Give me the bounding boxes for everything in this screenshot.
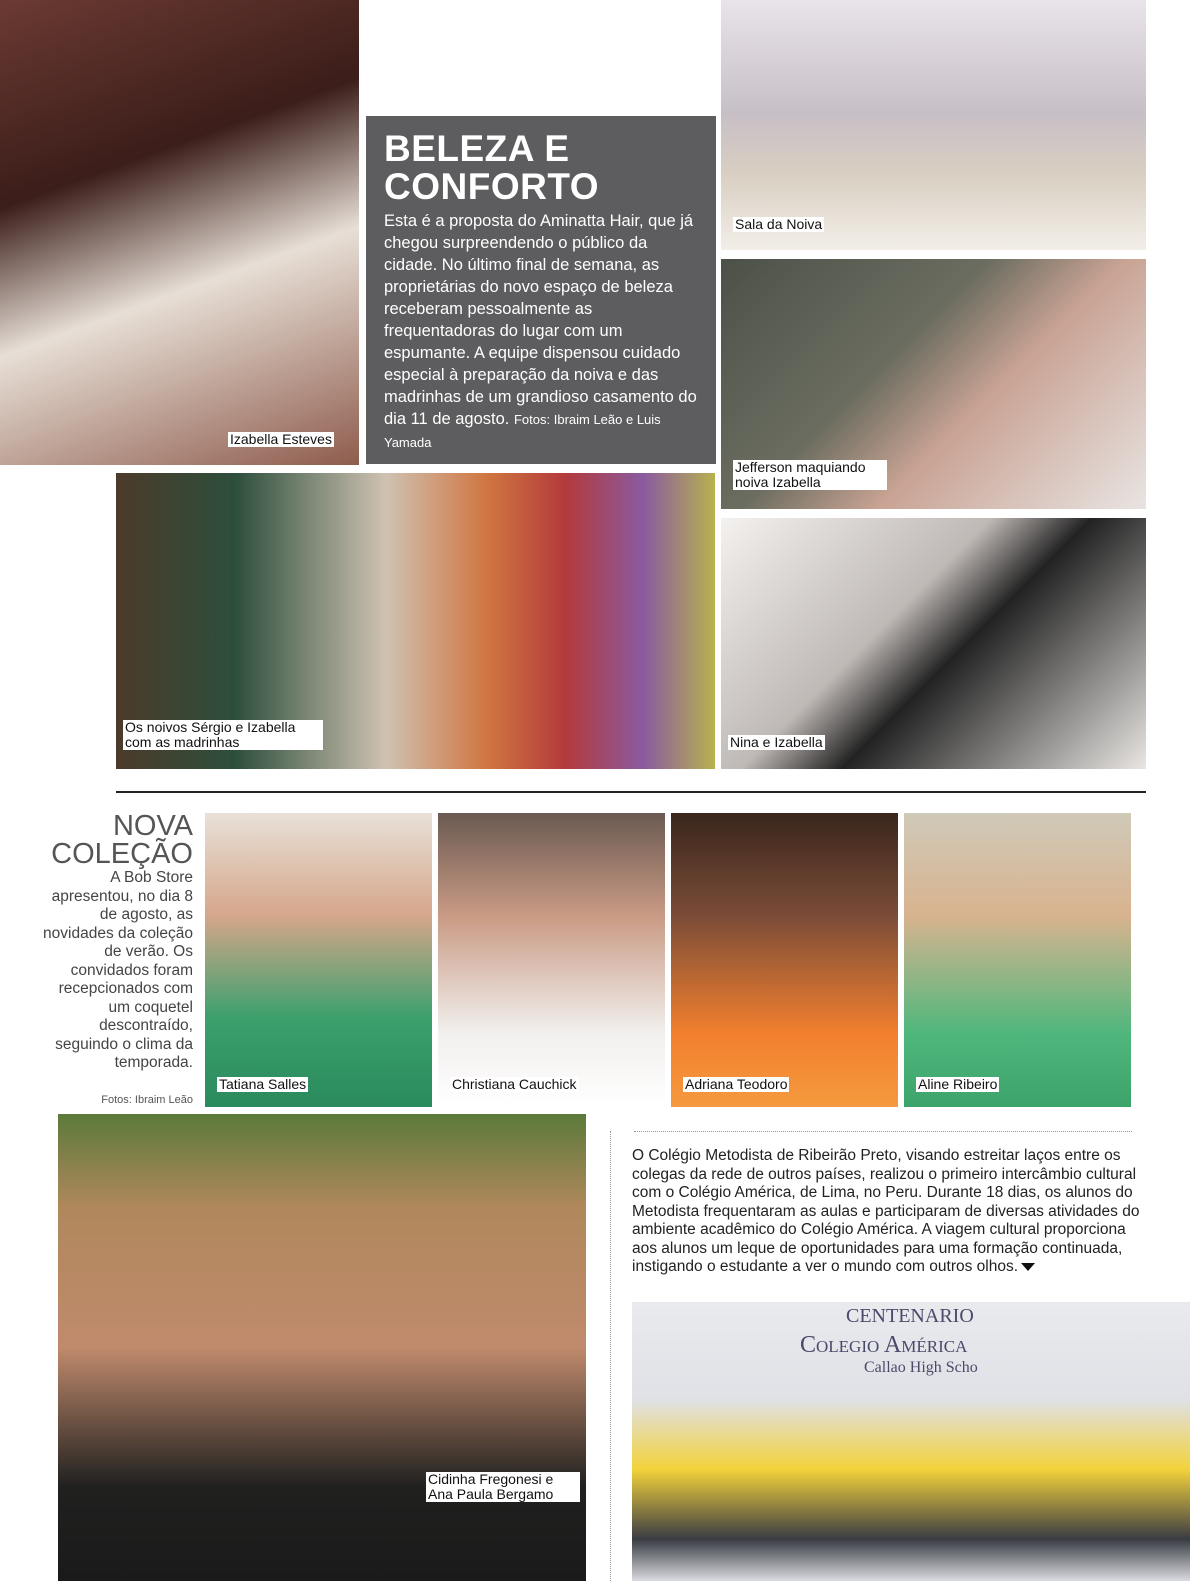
beleza-text <box>384 210 698 454</box>
caption-bride: Izabella Esteves <box>230 431 332 447</box>
caption-group: Os noivos Sérgio e Izabella com as madrinhas <box>123 720 323 750</box>
beleza-body: Esta é a proposta do Aminatta Hair, que já chegou surpreendendo o público da cidade. No último final de semana, as proprietárias do novo espaço de beleza receberam pessoalmente as frequentadoras do lugar com um espumante. A equipe dispensou cuidado especial à preparação da noiva e das madrinhas de um grandioso casamento do dia 11 de agosto. <box>384 212 697 428</box>
sign-centenario: CENTENARIO <box>846 1305 974 1327</box>
tatiana-photo <box>205 813 432 1107</box>
caption-aline: Aline Ribeiro <box>918 1076 998 1092</box>
bridal-party-photo <box>116 473 715 769</box>
caption-hair: Nina e Izabella <box>730 734 823 750</box>
school-column-divider <box>610 1131 612 1581</box>
sign-callao: Callao High Scho <box>864 1359 978 1376</box>
bridal-room-photo <box>721 0 1146 250</box>
caption-adriana: Adriana Teodoro <box>685 1076 788 1092</box>
bride-photo <box>0 0 359 465</box>
school-article-text <box>632 1147 1142 1277</box>
beleza-article <box>366 116 716 464</box>
makeup-photo <box>721 259 1146 509</box>
school-top-divider <box>634 1131 1132 1132</box>
nova-colecao-text: A Bob Store apresentou, no dia 8 de agosto, as novidades da coleção de verão. Os convidados foram recepcionados com um coquetel descontraído, seguindo o clima da temporada. <box>43 869 193 1071</box>
nova-colecao-title: NOVA COLEÇÃO <box>51 810 193 870</box>
colegio-america-photo <box>632 1302 1190 1581</box>
sign-colegio: Colegio América <box>800 1332 968 1358</box>
beleza-credit: Fotos: Ibraim Leão e Luis Yamada <box>384 412 661 450</box>
beleza-title: BELEZA E CONFORTO <box>384 128 600 207</box>
nova-colecao-credit: Fotos: Ibraim Leão <box>101 1094 193 1106</box>
caption-makeup: Jefferson maquiando noiva Izabella <box>733 460 887 490</box>
caption-ladies: Cidinha Fregonesi e Ana Paula Bergamo <box>426 1472 580 1502</box>
adriana-photo <box>671 813 898 1107</box>
aline-photo <box>904 813 1131 1107</box>
triangle-down-icon <box>1021 1263 1035 1271</box>
school-body: O Colégio Metodista de Ribeirão Preto, visando estreitar laços entre os colegas da rede de outros países, realizou o primeiro intercâmbio cultural com o Colégio América, de Lima, no Peru. Durante 18 dias, os alunos do Metodista frequentaram as aulas e participaram de diversas atividades do ambiente acadêmico do Colégio América. A viagem cultural proporciona aos alunos um leque de oportunidades para uma formação continuada, instigando o estudante a ver o mundo com outros olhos. <box>632 1147 1140 1275</box>
hair-styling-photo <box>721 518 1146 769</box>
section-divider <box>116 791 1146 793</box>
caption-christiana: Christiana Cauchick <box>452 1076 577 1092</box>
christiana-photo <box>438 813 665 1107</box>
cidinha-ana-photo <box>58 1114 586 1581</box>
caption-tatiana: Tatiana Salles <box>219 1076 307 1092</box>
caption-room: Sala da Noiva <box>735 216 823 232</box>
